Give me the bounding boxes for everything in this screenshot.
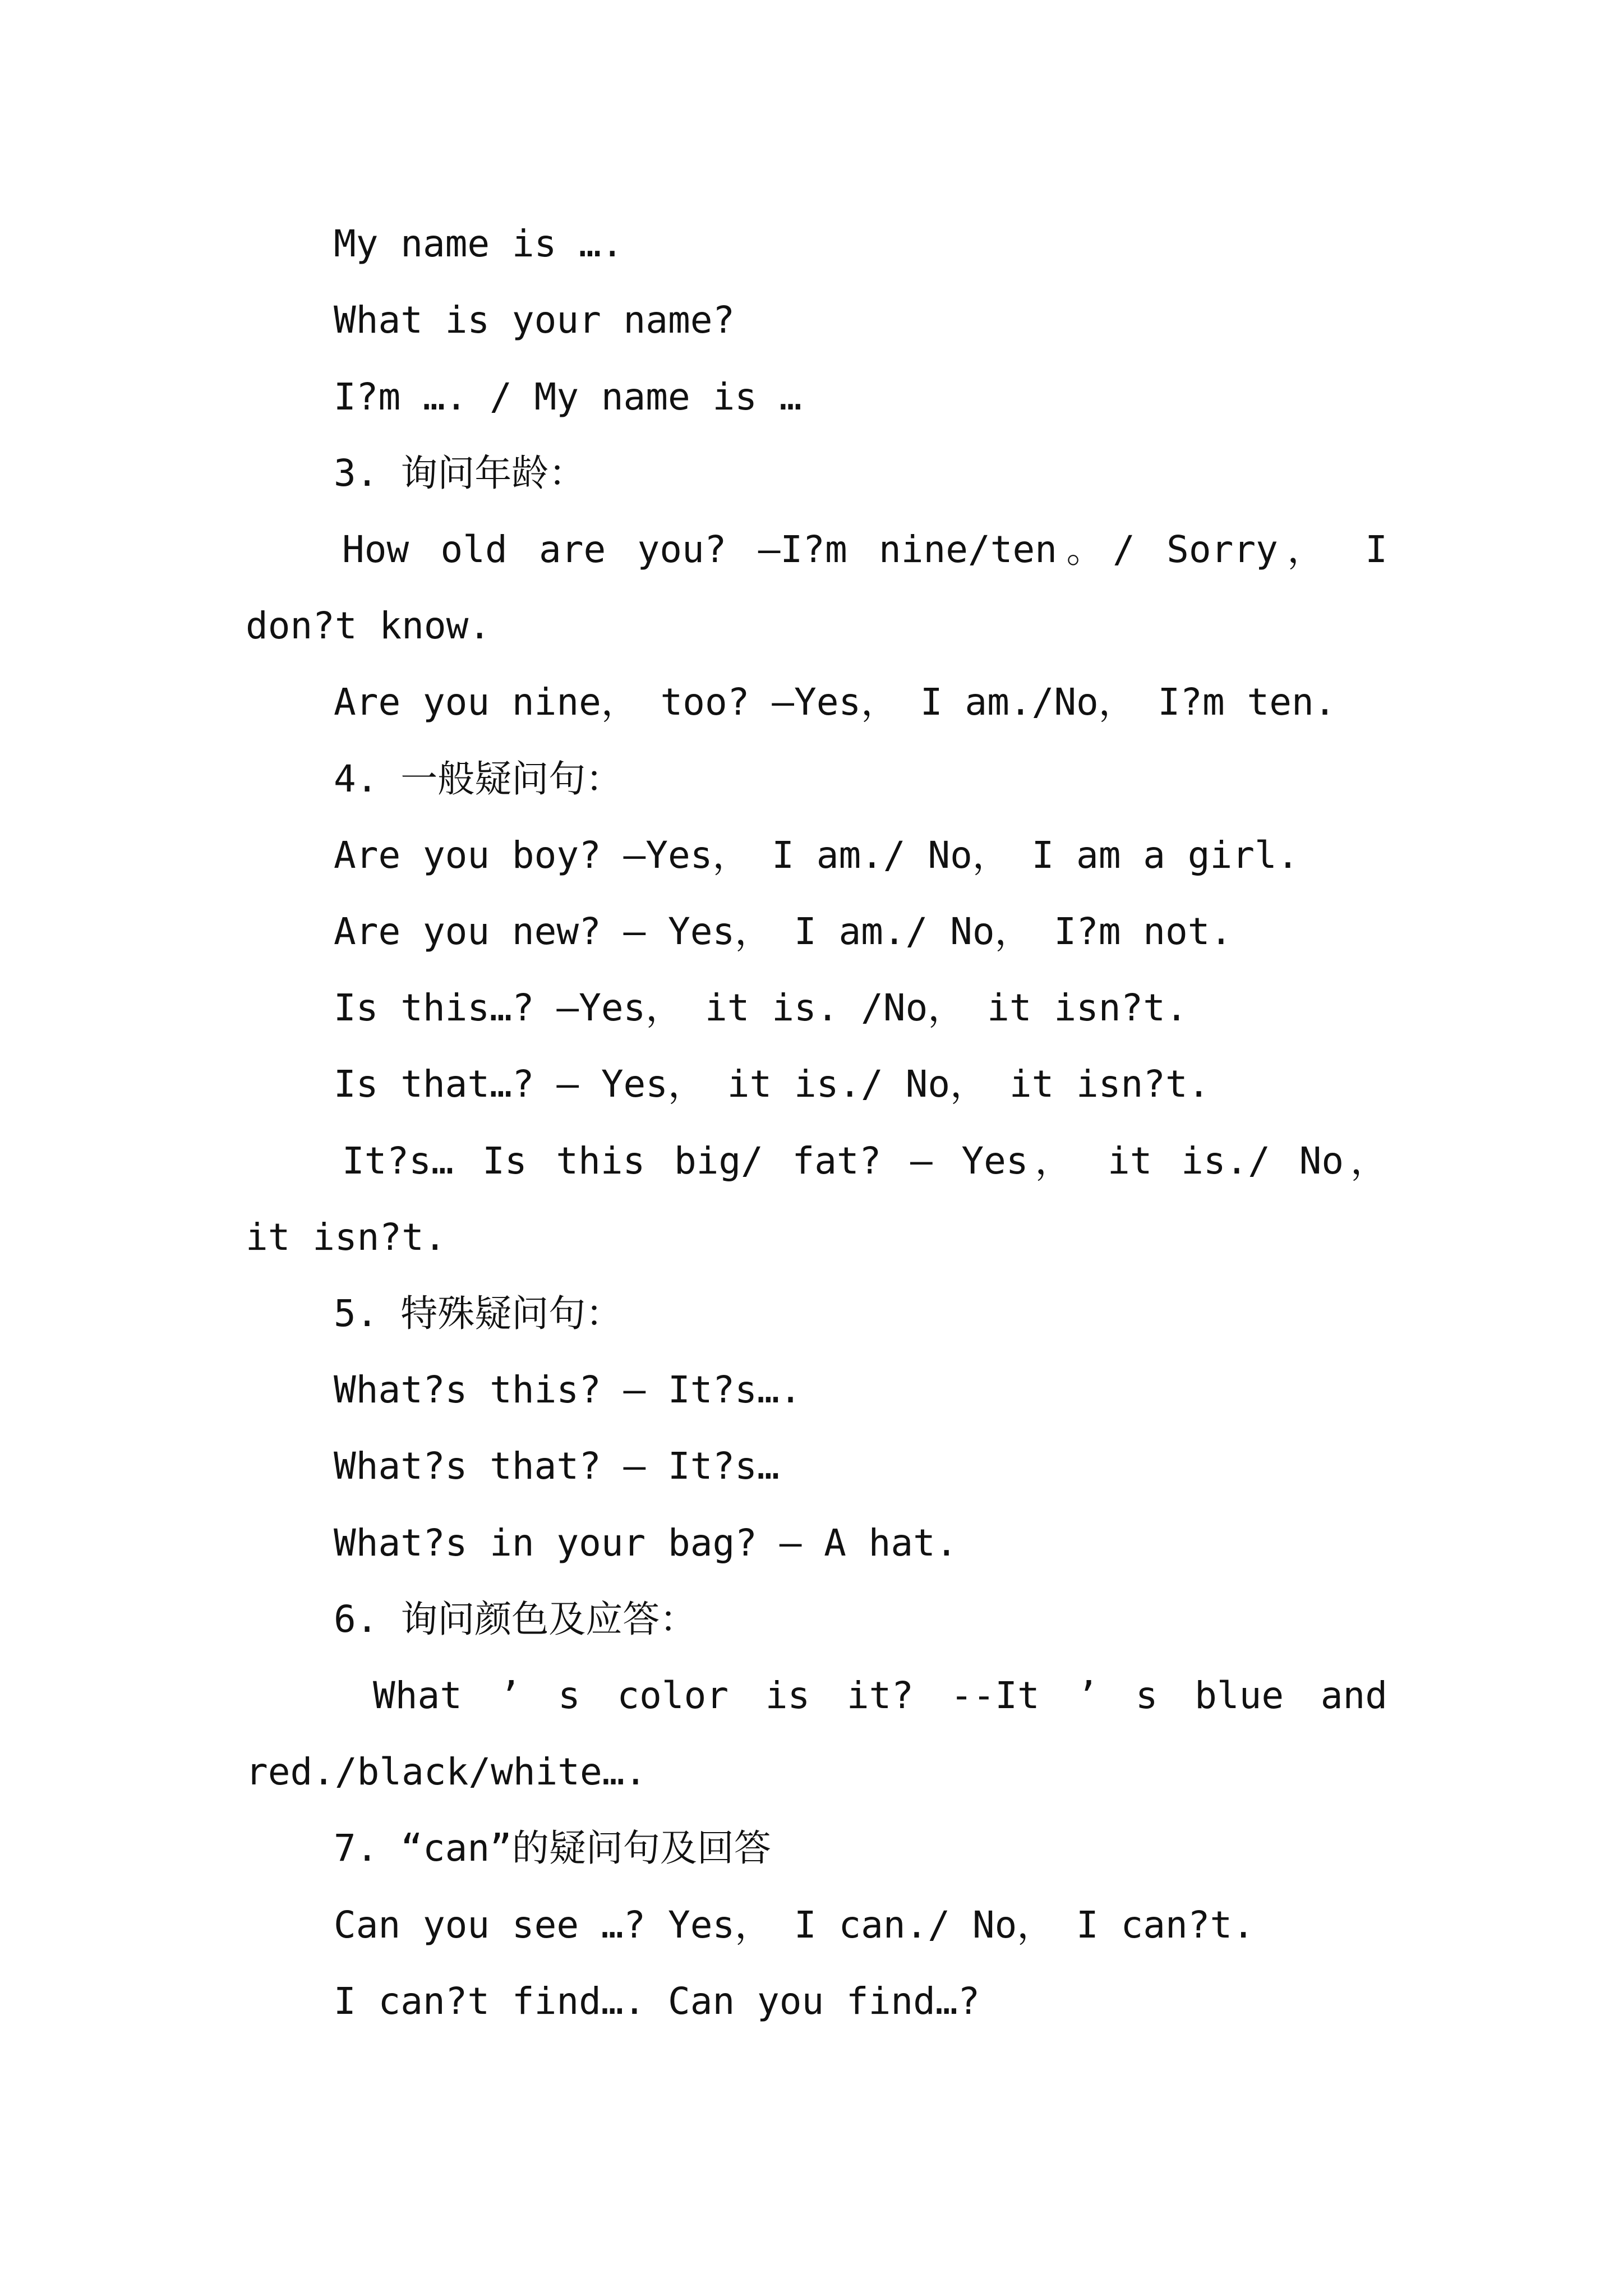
text-line: I can?t find…. Can you find…? bbox=[334, 1980, 980, 2023]
section-heading: 3. 询问年龄： bbox=[334, 452, 586, 495]
text-line: What ’ s color is it? --It ’ s blue and bbox=[373, 1674, 1387, 1717]
text-line: What?s this? — It?s…. bbox=[334, 1368, 802, 1411]
text-line: Are you nine， too? —Yes， I am./No， I?m ten. bbox=[334, 680, 1336, 724]
text-line: don?t know. bbox=[246, 604, 491, 647]
text-line: Can you see …? Yes， I can./ No， I can?t. bbox=[334, 1903, 1255, 1947]
text-line: What?s in your bag? — A hat. bbox=[334, 1521, 958, 1565]
section-heading: 7. “can”的疑问句及回答 bbox=[334, 1826, 771, 1870]
text-line: Are you boy? —Yes， I am./ No， I am a girl. bbox=[334, 834, 1299, 877]
text-line: How old are you? —I?m nine/ten。/ Sorry， I bbox=[342, 528, 1387, 571]
text-line: red./black/white…. bbox=[246, 1750, 647, 1793]
section-heading: 5. 特殊疑问句： bbox=[334, 1292, 623, 1335]
text-line: My name is …. bbox=[334, 222, 624, 265]
text-line: Is this…? —Yes， it is. /No， it isn?t. bbox=[334, 986, 1188, 1029]
text-line: It?s… Is this big/ fat? — Yes， it is./ No， bbox=[342, 1139, 1387, 1182]
section-heading: 4. 一般疑问句： bbox=[334, 757, 623, 800]
text-line: Are you new? — Yes， I am./ No， I?m not. bbox=[334, 910, 1233, 953]
text-line: What?s that? — It?s… bbox=[334, 1444, 780, 1488]
text-line: I?m …. / My name is … bbox=[334, 375, 802, 418]
text-line: What is your name? bbox=[334, 298, 735, 342]
text-line: Is that…? — Yes， it is./ No， it isn?t. bbox=[334, 1062, 1210, 1106]
section-heading: 6. 询问颜色及应答： bbox=[334, 1598, 697, 1641]
text-line: it isn?t. bbox=[246, 1216, 446, 1259]
